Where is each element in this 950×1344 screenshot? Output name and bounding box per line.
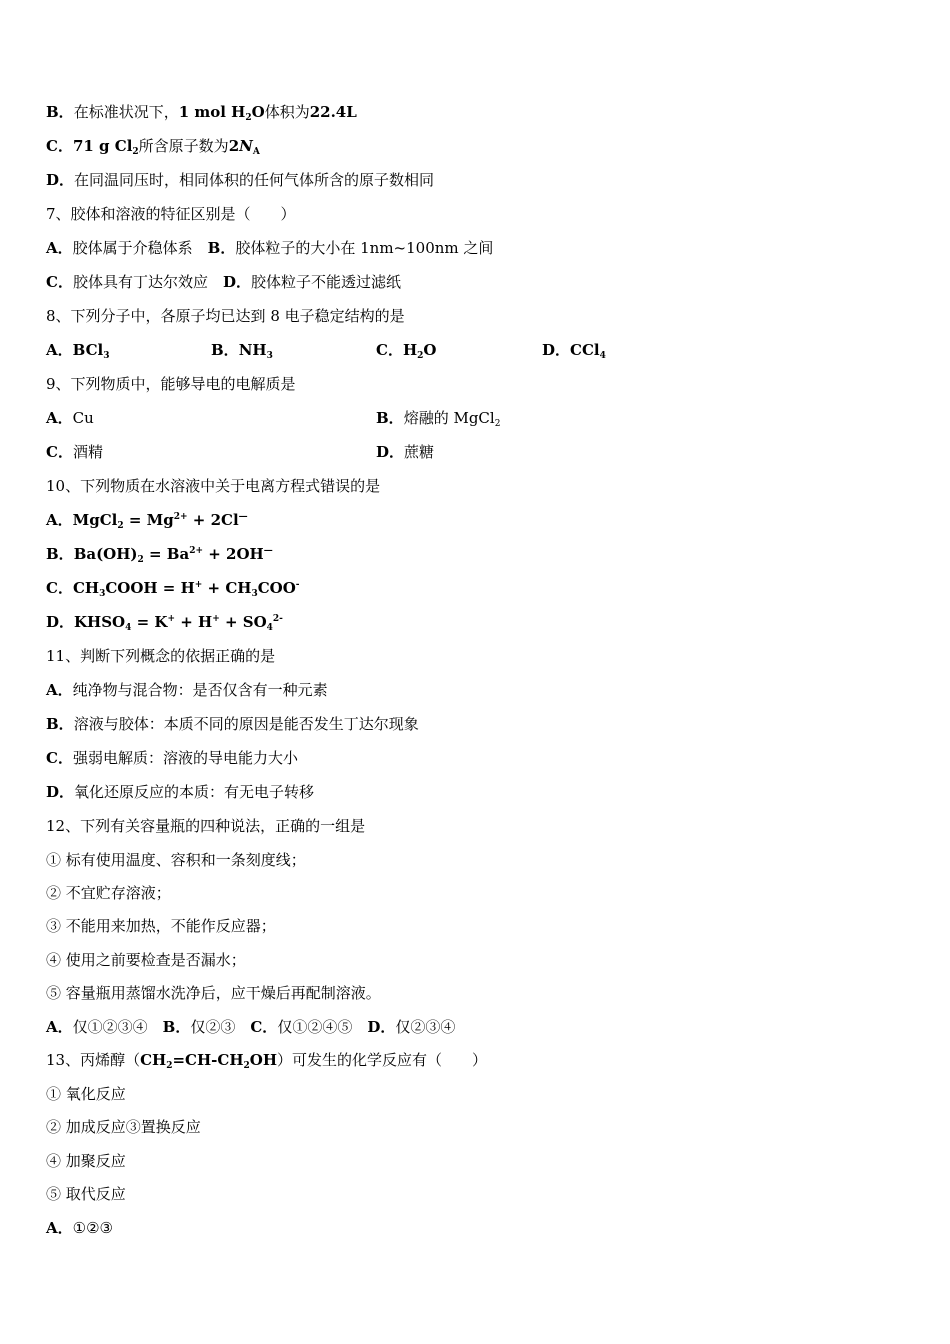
option-label: C． — [250, 1018, 278, 1036]
text: 仅①②③④ — [72, 1018, 163, 1036]
text: 仅①②④⑤ — [277, 1018, 368, 1036]
q6-option-c — [46, 136, 260, 156]
subscript: 2 — [137, 555, 144, 565]
text: 胶体粒子不能透过滤纸 — [250, 273, 401, 291]
q7-options-cd — [46, 272, 401, 292]
subscript: 3 — [251, 589, 258, 599]
subscript: 3 — [266, 351, 273, 361]
q10-option-b — [46, 544, 273, 564]
text: MgCl — [72, 511, 118, 529]
q8-option-a — [46, 340, 110, 360]
text: = Ba — [143, 545, 190, 563]
q9-option-a — [46, 408, 94, 428]
option-label: D． — [222, 273, 251, 291]
q9-stem: 9、下列物质中，能够导电的电解质是 — [46, 375, 296, 393]
q8-stem: 8、下列分子中，各原子均已达到 8 电子稳定结构的是 — [46, 307, 405, 325]
option-label: A． — [46, 341, 73, 359]
text: + 2OH — [203, 545, 264, 563]
text: =CH-CH — [172, 1051, 244, 1069]
option-label: A． — [46, 1018, 73, 1036]
superscript: — — [263, 546, 273, 556]
subscript: 2 — [494, 419, 501, 429]
q11-option-b — [46, 714, 419, 734]
text: 熔融的 MgCl — [403, 409, 495, 427]
option-label: D． — [542, 341, 571, 359]
subscript: 4 — [599, 351, 606, 361]
option-label: D． — [376, 443, 405, 461]
text: 蔗糖 — [404, 443, 435, 461]
subscript: 2 — [243, 1061, 250, 1071]
subscript: 2 — [117, 521, 124, 531]
superscript: 2+ — [189, 546, 204, 556]
text: 在标准状况下， — [73, 103, 179, 121]
text: = K — [131, 613, 168, 631]
subscript: 2 — [132, 147, 139, 157]
text: ①②③ — [72, 1219, 113, 1237]
q7-options-ab — [46, 238, 493, 258]
text: ）可发生的化学反应有（ ） — [277, 1051, 488, 1069]
text: = Mg — [123, 511, 174, 529]
text: OH — [249, 1051, 278, 1069]
q12-statement-1: ① 标有使用温度、容积和一条刻度线； — [46, 851, 306, 869]
text: + SO — [219, 613, 267, 631]
text: Cu — [72, 409, 94, 427]
text: 71 g Cl — [72, 137, 133, 155]
text: O — [423, 341, 437, 359]
text: 1 mol H — [178, 103, 246, 121]
option-label: B． — [46, 715, 74, 733]
q11-option-c — [46, 748, 298, 768]
q12-options — [46, 1017, 455, 1037]
q12-statement-4: ④ 使用之前要检查是否漏水； — [46, 951, 246, 969]
text: 胶体粒子的大小在 1nm~100nm 之间 — [235, 239, 494, 257]
q13-item-1: ① 氧化反应 — [46, 1085, 126, 1103]
q11-option-a — [46, 680, 328, 700]
q10-option-d — [46, 612, 283, 632]
q12-statement-2: ② 不宜贮存溶液； — [46, 884, 171, 902]
q12-statement-5: ⑤ 容量瓶用蒸馏水洗净后，应干燥后再配制溶液。 — [46, 984, 381, 1002]
q9-option-b — [376, 408, 500, 428]
option-label: C． — [46, 137, 73, 155]
text: 2 — [228, 137, 240, 155]
text: KHSO — [74, 613, 126, 631]
option-label: A． — [46, 681, 73, 699]
subscript: 2 — [417, 351, 424, 361]
text: NH — [238, 341, 267, 359]
text: COOH = H — [105, 579, 195, 597]
text: BCl — [72, 341, 104, 359]
q10-stem: 10、下列物质在水溶液中关于电离方程式错误的是 — [46, 477, 381, 495]
option-label: B． — [376, 409, 404, 427]
text: N — [239, 137, 253, 155]
subscript: 2 — [166, 1061, 173, 1071]
text: 所含原子数为 — [138, 137, 229, 155]
option-label: B． — [162, 1018, 191, 1036]
superscript: — — [238, 512, 248, 522]
option-label: B． — [207, 239, 236, 257]
superscript: 2- — [272, 614, 283, 624]
q7-stem: 7、胶体和溶液的特征区别是（ ） — [46, 205, 296, 223]
option-label: C． — [46, 443, 73, 461]
option-label: A． — [46, 511, 73, 529]
superscript: + — [194, 580, 203, 590]
text: 仅②③ — [190, 1018, 251, 1036]
superscript: 2+ — [173, 512, 188, 522]
option-label: C． — [46, 579, 73, 597]
subscript: 3 — [99, 589, 106, 599]
option-label: D． — [46, 171, 75, 189]
subscript: 4 — [125, 623, 132, 633]
subscript: A — [252, 147, 260, 157]
option-label: D． — [367, 1018, 396, 1036]
option-label: C． — [46, 273, 73, 291]
q10-option-c — [46, 578, 300, 598]
q8-option-c — [376, 340, 436, 360]
option-label: A． — [46, 409, 73, 427]
option-label: A． — [46, 239, 73, 257]
superscript: + — [212, 614, 220, 624]
q13-option-a — [46, 1218, 113, 1238]
option-label: C． — [46, 749, 73, 767]
superscript: + — [167, 614, 175, 624]
option-label: B． — [211, 341, 239, 359]
q10-option-a — [46, 510, 248, 530]
superscript: - — [295, 580, 300, 590]
q8-option-d — [542, 340, 606, 360]
text: 在同温同压时，相同体积的任何气体所含的原子数相同 — [74, 171, 435, 189]
text: 体积为 — [264, 103, 310, 121]
q11-option-d — [46, 782, 314, 802]
text: H — [402, 341, 418, 359]
option-label: C． — [376, 341, 403, 359]
text: 仅②③④ — [395, 1018, 456, 1036]
option-label: D． — [46, 613, 75, 631]
subscript: 3 — [103, 351, 110, 361]
text: 溶液与胶体：本质不同的原因是能否发生丁达尔现象 — [73, 715, 419, 733]
option-label: B． — [46, 103, 74, 121]
text: Ba(OH) — [73, 545, 138, 563]
text: 胶体具有丁达尔效应 — [72, 273, 223, 291]
text: COO — [257, 579, 296, 597]
q9-option-d — [376, 442, 434, 462]
q12-stem: 12、下列有关容量瓶的四种说法，正确的一组是 — [46, 817, 366, 835]
q13-item-4: ⑤ 取代反应 — [46, 1185, 126, 1203]
text: + 2Cl — [187, 511, 239, 529]
option-label: D． — [46, 783, 75, 801]
text: 22.4L — [309, 103, 357, 121]
q6-option-d — [46, 170, 434, 190]
q13-stem — [46, 1050, 487, 1070]
option-label: A． — [46, 1219, 73, 1237]
text: 强弱电解质：溶液的导电能力大小 — [72, 749, 298, 767]
text: CH — [140, 1051, 167, 1069]
option-label: B． — [46, 545, 74, 563]
text: O — [251, 103, 265, 121]
text: 酒精 — [72, 443, 103, 461]
text: 氧化还原反应的本质：有无电子转移 — [74, 783, 315, 801]
q8-option-b — [211, 340, 273, 360]
q11-stem: 11、判断下列概念的依据正确的是 — [46, 647, 276, 665]
text: CH — [72, 579, 100, 597]
q13-item-2: ② 加成反应③置换反应 — [46, 1118, 201, 1136]
subscript: 4 — [266, 623, 273, 633]
text: CCl — [570, 341, 600, 359]
q12-statement-3: ③ 不能用来加热，不能作反应器； — [46, 917, 276, 935]
q6-option-b — [46, 102, 357, 122]
text: 13、丙烯醇（ — [46, 1051, 141, 1069]
text: 纯净物与混合物：是否仅含有一种元素 — [72, 681, 328, 699]
q9-option-c — [46, 442, 103, 462]
q13-item-3: ④ 加聚反应 — [46, 1152, 126, 1170]
text: + CH — [202, 579, 252, 597]
text: + H — [175, 613, 213, 631]
text: 胶体属于介稳体系 — [72, 239, 208, 257]
subscript: 2 — [245, 113, 252, 123]
